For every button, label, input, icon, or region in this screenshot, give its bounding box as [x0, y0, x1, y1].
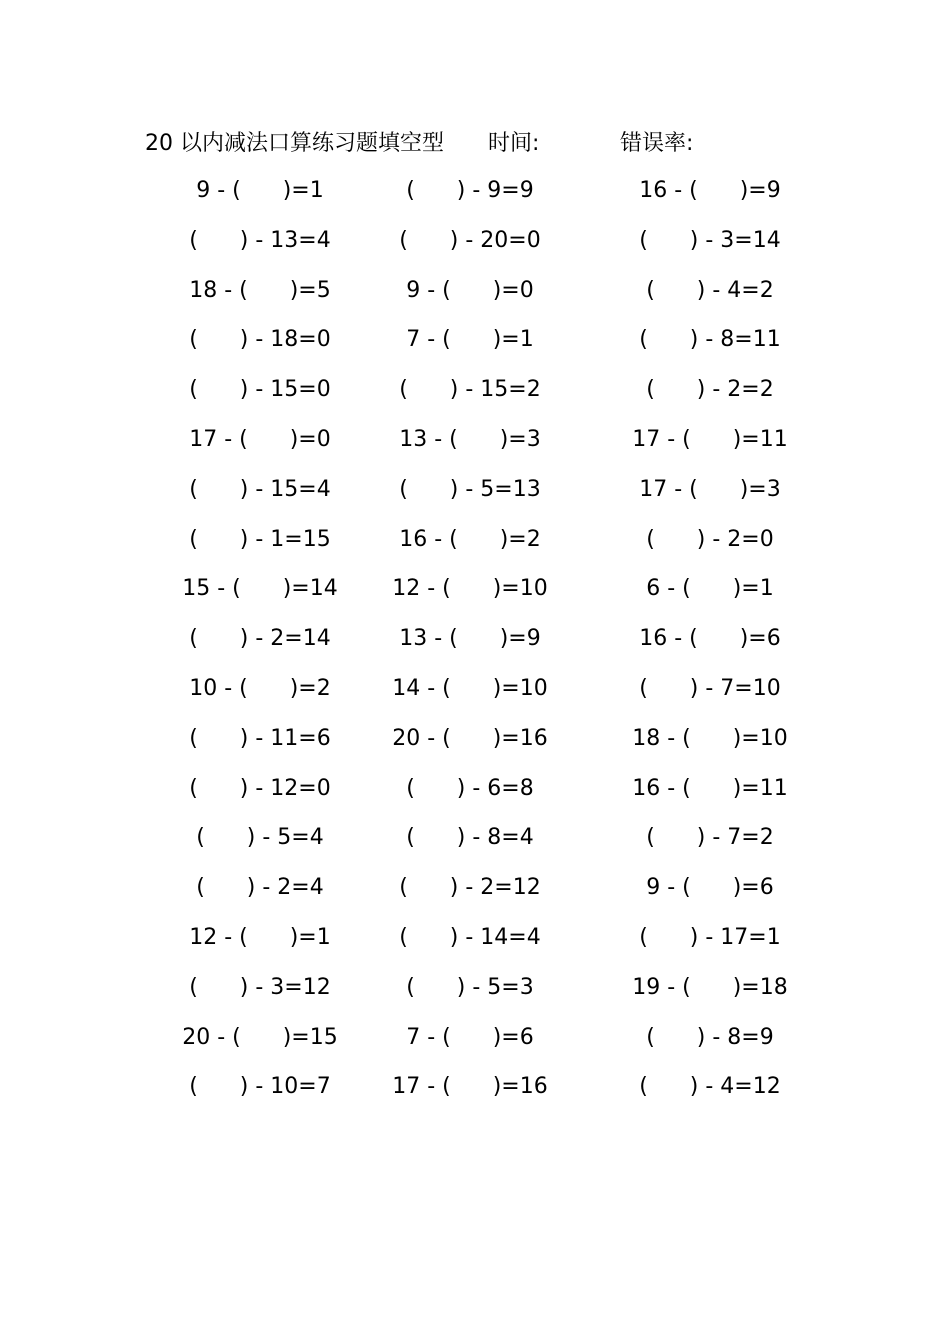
subtraction-problem: ( ) - 3=12 [189, 974, 331, 1000]
problem-row [0, 920, 950, 970]
problem-row [0, 870, 950, 920]
subtraction-problem: 9 - ( )=0 [406, 277, 534, 303]
subtraction-problem: ( ) - 7=2 [646, 825, 774, 851]
subtraction-problem: ( ) - 18=0 [189, 327, 331, 353]
subtraction-problem: 7 - ( )=1 [406, 327, 534, 353]
subtraction-problem: 12 - ( )=1 [189, 924, 331, 950]
subtraction-problem: 20 - ( )=15 [182, 1024, 338, 1050]
worksheet-header [0, 126, 950, 160]
error-rate-label: 错误率: [620, 131, 694, 156]
problem-row [0, 970, 950, 1020]
subtraction-problem: ( ) - 12=0 [189, 775, 331, 801]
subtraction-problem: 14 - ( )=10 [392, 675, 548, 701]
subtraction-problem: 17 - ( )=11 [632, 426, 788, 452]
subtraction-problem: ( ) - 5=3 [406, 974, 534, 1000]
problem-row [0, 771, 950, 821]
subtraction-problem: 7 - ( )=6 [406, 1024, 534, 1050]
subtraction-problem: ( ) - 17=1 [639, 924, 781, 950]
subtraction-problem: ( ) - 8=4 [406, 825, 534, 851]
problem-row [0, 372, 950, 422]
subtraction-problem: ( ) - 8=11 [639, 327, 781, 353]
subtraction-problem: ( ) - 9=9 [406, 178, 534, 203]
subtraction-problem: 17 - ( )=3 [639, 476, 781, 502]
subtraction-problem: 16 - ( )=9 [639, 178, 781, 203]
subtraction-problem: 16 - ( )=6 [639, 626, 781, 652]
subtraction-problem: ( ) - 11=6 [189, 725, 331, 751]
problem-row [0, 472, 950, 522]
subtraction-problem: ( ) - 8=9 [646, 1024, 774, 1050]
subtraction-problem: 10 - ( )=2 [189, 675, 331, 701]
subtraction-problem: ( ) - 5=4 [196, 825, 324, 851]
subtraction-problem: ( ) - 4=2 [646, 277, 774, 303]
subtraction-problem: 16 - ( )=2 [399, 526, 541, 552]
problem-row [0, 322, 950, 372]
subtraction-problem: ( ) - 3=14 [639, 227, 781, 253]
problem-row [0, 721, 950, 771]
subtraction-problem: ( ) - 2=0 [646, 526, 774, 552]
problem-row [0, 422, 950, 472]
subtraction-problem: ( ) - 15=4 [189, 476, 331, 502]
problem-row [0, 273, 950, 323]
subtraction-problem: 9 - ( )=6 [646, 875, 774, 901]
subtraction-problem: ( ) - 4=12 [639, 1074, 781, 1100]
subtraction-problem: ( ) - 2=12 [399, 875, 541, 901]
subtraction-problem: ( ) - 2=2 [646, 377, 774, 403]
subtraction-problem: ( ) - 1=15 [189, 526, 331, 552]
subtraction-problem: 9 - ( )=1 [196, 178, 324, 203]
problem-row [0, 223, 950, 273]
problem-grid [0, 173, 950, 1119]
subtraction-problem: ( ) - 15=0 [189, 377, 331, 403]
subtraction-problem: ( ) - 5=13 [399, 476, 541, 502]
subtraction-problem: 17 - ( )=16 [392, 1074, 548, 1100]
subtraction-problem: ( ) - 6=8 [406, 775, 534, 801]
problem-row [0, 571, 950, 621]
subtraction-problem: 18 - ( )=5 [189, 277, 331, 303]
subtraction-problem: 17 - ( )=0 [189, 426, 331, 452]
subtraction-problem: 19 - ( )=18 [632, 974, 788, 1000]
subtraction-problem: 20 - ( )=16 [392, 725, 548, 751]
problem-row [0, 1020, 950, 1070]
problem-row [0, 522, 950, 572]
subtraction-problem: ( ) - 20=0 [399, 227, 541, 253]
subtraction-problem: ( ) - 14=4 [399, 924, 541, 950]
subtraction-problem: 16 - ( )=11 [632, 775, 788, 801]
problem-row [0, 173, 950, 223]
subtraction-problem: 13 - ( )=3 [399, 426, 541, 452]
subtraction-problem: ( ) - 10=7 [189, 1074, 331, 1100]
subtraction-problem: ( ) - 2=14 [189, 626, 331, 652]
subtraction-problem: ( ) - 15=2 [399, 377, 541, 403]
time-label: 时间: [488, 131, 540, 156]
subtraction-problem: ( ) - 13=4 [189, 227, 331, 253]
subtraction-problem: 13 - ( )=9 [399, 626, 541, 652]
worksheet-title: 20 以内减法口算练习题填空型 [145, 131, 444, 156]
problem-row [0, 820, 950, 870]
subtraction-problem: ( ) - 2=4 [196, 875, 324, 901]
problem-row [0, 621, 950, 671]
subtraction-problem: ( ) - 7=10 [639, 675, 781, 701]
problem-row [0, 671, 950, 721]
subtraction-problem: 12 - ( )=10 [392, 576, 548, 602]
subtraction-problem: 15 - ( )=14 [182, 576, 338, 602]
problem-row [0, 1069, 950, 1119]
subtraction-problem: 6 - ( )=1 [646, 576, 774, 602]
subtraction-problem: 18 - ( )=10 [632, 725, 788, 751]
